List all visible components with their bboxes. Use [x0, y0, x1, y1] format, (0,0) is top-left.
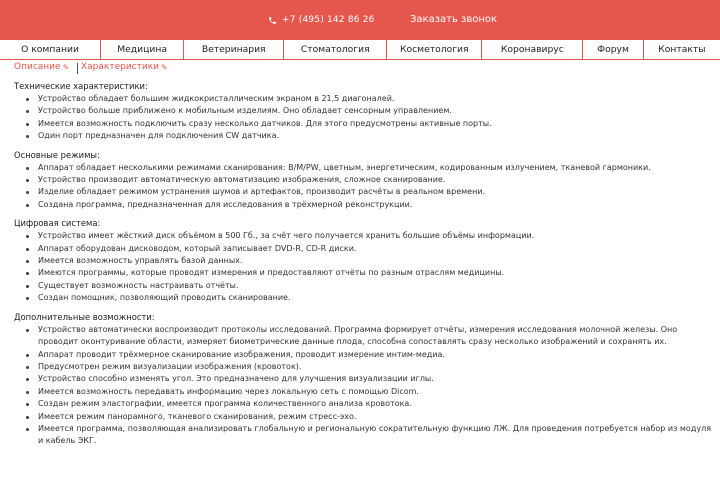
list-item: Устройство обладает большим жидкокристаллическим экраном в 21,5 диагоналей. — [38, 93, 720, 105]
tab-divider — [77, 63, 78, 74]
section-digital-system — [14, 217, 720, 304]
section-list — [14, 230, 720, 304]
section-title: Дополнительные возможности: — [14, 311, 155, 322]
nav-item-about[interactable]: О компании — [21, 44, 79, 55]
list-item: Аппарат проводит трёхмерное сканирование изображения, проводит измерение интим-медиа. — [38, 349, 720, 361]
nav-item-medicine[interactable]: Медицина — [100, 40, 183, 59]
nav-item-contacts[interactable]: Контакты — [643, 40, 720, 59]
section-title: Основные режимы: — [14, 149, 100, 160]
tab-description[interactable] — [14, 62, 69, 72]
list-item: Имеется программа, позволяющая анализировать глобальную и региональную сократительную функцию ЛЖ. Для проведения потребуется набор из модуля и кабель ЭКГ. — [38, 423, 720, 448]
phone-icon — [268, 16, 277, 25]
section-technical — [14, 80, 720, 143]
section-title: Цифровая система: — [14, 218, 101, 229]
list-item: Изделие обладает режимом устранения шумов и артефактов, производит расчёты в реальном времени. — [38, 186, 720, 198]
nav-item-coronavirus[interactable]: Коронавирус — [481, 40, 582, 59]
list-item: Устройство автоматически воспроизводит протоколы исследований. Программа формирует отчёты, измерения исследования молочной железы. Оно проводит оконтуривание области, измеряет биометрические данные плода, способна сопоставлять сразу несколько изображений и сохранять их. — [38, 324, 720, 349]
list-item: Имеется возможность передавать информацию через локальную сеть с помощью Dicom. — [38, 386, 720, 398]
phone-number: +7 (495) 142 86 26 — [282, 15, 375, 25]
top-bar — [0, 0, 720, 40]
section-additional — [14, 311, 720, 448]
list-item: Создан помощник, позволяющий проводить сканирование. — [38, 292, 720, 304]
list-item: Создана программа, предназначенная для исследования в трёхмерной реконструкции. — [38, 199, 720, 211]
list-item: Имеется возможность управлять базой данных. — [38, 255, 720, 267]
nav-item-dentistry[interactable]: Стоматология — [283, 40, 386, 59]
description-content — [0, 80, 720, 448]
list-item: Существует возможность настраивать отчёты. — [38, 280, 720, 292]
list-item: Аппарат обладает несколькими режимами сканирования: B/M/PW, цветным, энергетическим, кодированным излучением, тканевой гармоники. — [38, 162, 720, 174]
product-tabs — [0, 60, 720, 80]
list-item: Имеется режим панорамного, тканевого сканирования, режим стресс-эхо. — [38, 411, 720, 423]
phone-link[interactable] — [268, 0, 375, 40]
section-modes — [14, 149, 720, 212]
list-item: Один порт предназначен для подключения CW датчика. — [38, 130, 720, 142]
section-list — [14, 93, 720, 143]
tab-description-label: Описание — [14, 62, 61, 72]
pencil-icon: ✎ — [161, 62, 168, 72]
nav-item-veterinary[interactable]: Ветеринария — [183, 40, 283, 59]
list-item: Имеется возможность подключить сразу несколько датчиков. Для этого предусмотрены активные порты. — [38, 118, 720, 130]
list-item: Предусмотрен режим визуализации изображения (кровоток). — [38, 361, 720, 373]
main-nav — [0, 40, 720, 60]
list-item: Создан режим эластографии, имеется программа количественного анализа кровотока. — [38, 398, 720, 410]
list-item: Устройство больше приближено к мобильным изделиям. Оно обладает сенсорным управлением. — [38, 105, 720, 117]
tab-characteristics[interactable] — [81, 62, 168, 72]
callback-button[interactable]: Заказать звонок — [410, 14, 498, 25]
pencil-icon: ✎ — [62, 62, 70, 72]
nav-item-cosmetology[interactable]: Косметология — [386, 40, 481, 59]
list-item: Устройство способно изменять угол. Это предназначено для улучшения визуализации иглы. — [38, 373, 720, 385]
section-title: Технические характеристики: — [14, 81, 148, 91]
list-item: Имеются программы, которые проводят измерения и предоставляют отчёты по разным отраслям медицины. — [38, 267, 720, 279]
nav-item-forum[interactable]: Форум — [582, 40, 642, 59]
list-item: Устройство производит автоматическую автоматизацию изображения, сложное сканирование. — [38, 174, 720, 186]
tab-characteristics-label: Характеристики — [81, 62, 160, 72]
section-list — [14, 324, 720, 448]
section-list — [14, 162, 720, 212]
list-item: Устройство имеет жёсткий диск объёмом в 500 Гб., за счёт чего получается хранить большие объёмы информации. — [38, 230, 720, 242]
list-item: Аппарат оборудован дисководом, который записывает DVD-R, CD-R диски. — [38, 243, 720, 255]
